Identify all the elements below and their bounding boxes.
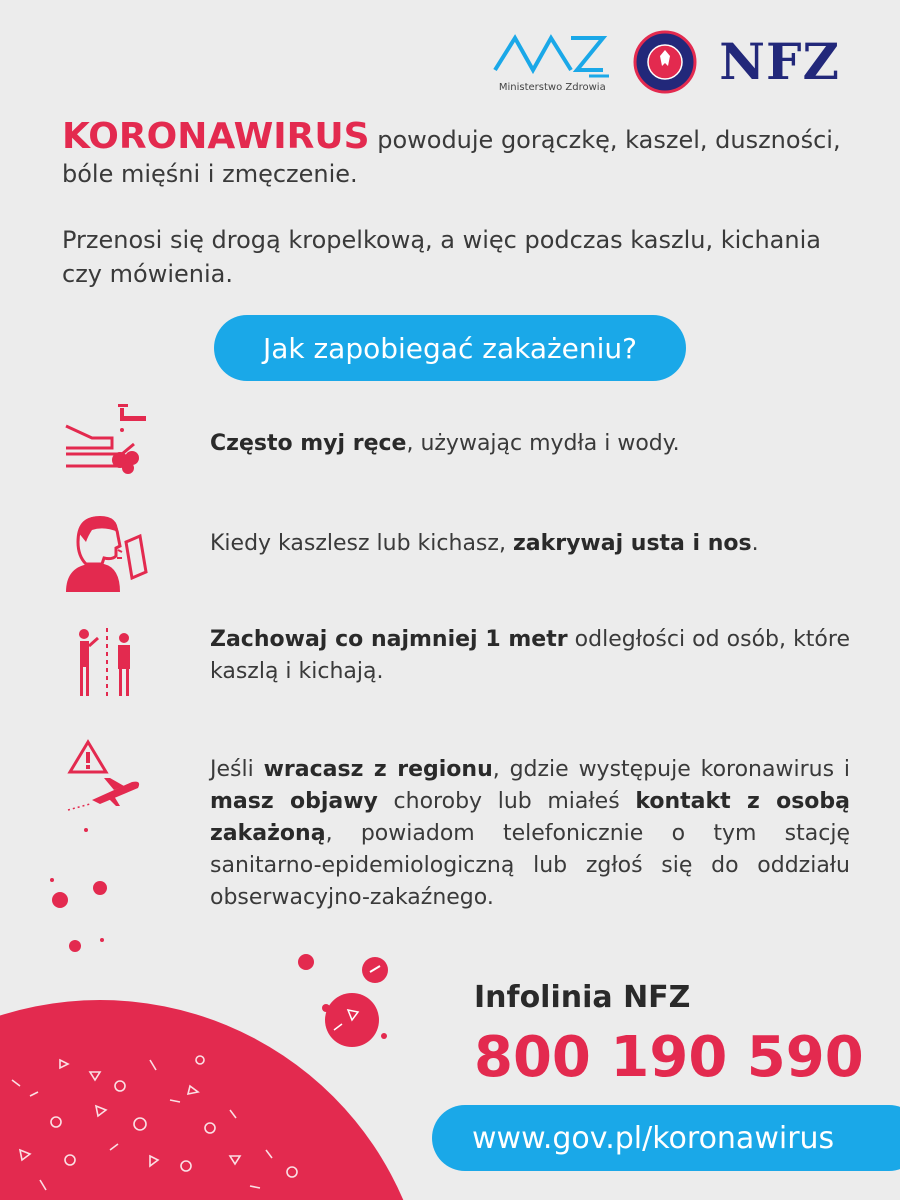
tip-travel-p3: choroby lub miałeś (377, 789, 636, 814)
symptoms-text: powoduje gorączkę, kaszel, duszności, bóle mięśni i zmęczenie. (62, 126, 841, 188)
logo-bar (493, 30, 840, 94)
hotline-number[interactable]: 800 190 590 (474, 1025, 864, 1090)
tip-cover-bold: zakrywaj usta i nos (512, 531, 752, 556)
info-website-link[interactable]: www.gov.pl/koronawirus (432, 1105, 900, 1171)
tip-travel-b3: kontakt z osobą zakażoną (210, 789, 850, 846)
tip-cover-post: . (751, 531, 759, 556)
intro-keyword: KORONAWIRUS (62, 116, 370, 157)
tip-cover-pre: Kiedy kaszlesz lub kichasz, (210, 531, 513, 556)
intro-text (62, 116, 852, 323)
ministry-name: Ministerstwo Zdrowia (498, 81, 606, 93)
tip-travel-p1: Jeśli (210, 757, 264, 782)
tip-distance-bold: Zachowaj co najmniej 1 metr (210, 627, 568, 652)
symptoms-paragraph (62, 116, 852, 191)
tip-distance-rest: odległości od osób, które kaszlą i kichają. (210, 627, 850, 684)
warning-travel-icon (64, 738, 148, 834)
sanitary-inspection-seal (633, 30, 697, 94)
cough-cover-icon (64, 512, 154, 592)
tip-travel-p4: , powiadom telefonicznie o tym stację sanitarno-epidemiologiczną lub zgłoś się do oddziału obserwacyjno-zakaźnego. (210, 821, 850, 910)
tip-travel-p2: , gdzie występuje koronawirus i (492, 757, 851, 782)
tip-keep-distance (210, 624, 850, 688)
hotline-label: Infolinia NFZ (474, 980, 691, 1015)
nfz-logo: NFZ (719, 32, 840, 91)
tip-travel-b1: wracasz z regionu (263, 757, 493, 782)
tip-wash-hands (210, 428, 850, 460)
prevention-heading: Jak zapobiegać zakażeniu? (214, 315, 686, 381)
transmission-paragraph: Przenosi się drogą kropelkową, a więc podczas kaszlu, kichania czy mówienia. (62, 226, 821, 288)
decorative-virus-pattern (0, 860, 460, 1200)
ministry-logo-mark (493, 32, 611, 80)
tip-wash-rest: , używając mydła i wody. (406, 431, 680, 456)
hand-washing-icon (62, 402, 152, 474)
tip-wash-bold: Często myj ręce (210, 431, 407, 456)
ministry-logo (493, 32, 611, 93)
distance-icon (74, 628, 140, 698)
tip-travel-b2: masz objawy (210, 789, 378, 814)
tip-cover-mouth (210, 528, 850, 560)
